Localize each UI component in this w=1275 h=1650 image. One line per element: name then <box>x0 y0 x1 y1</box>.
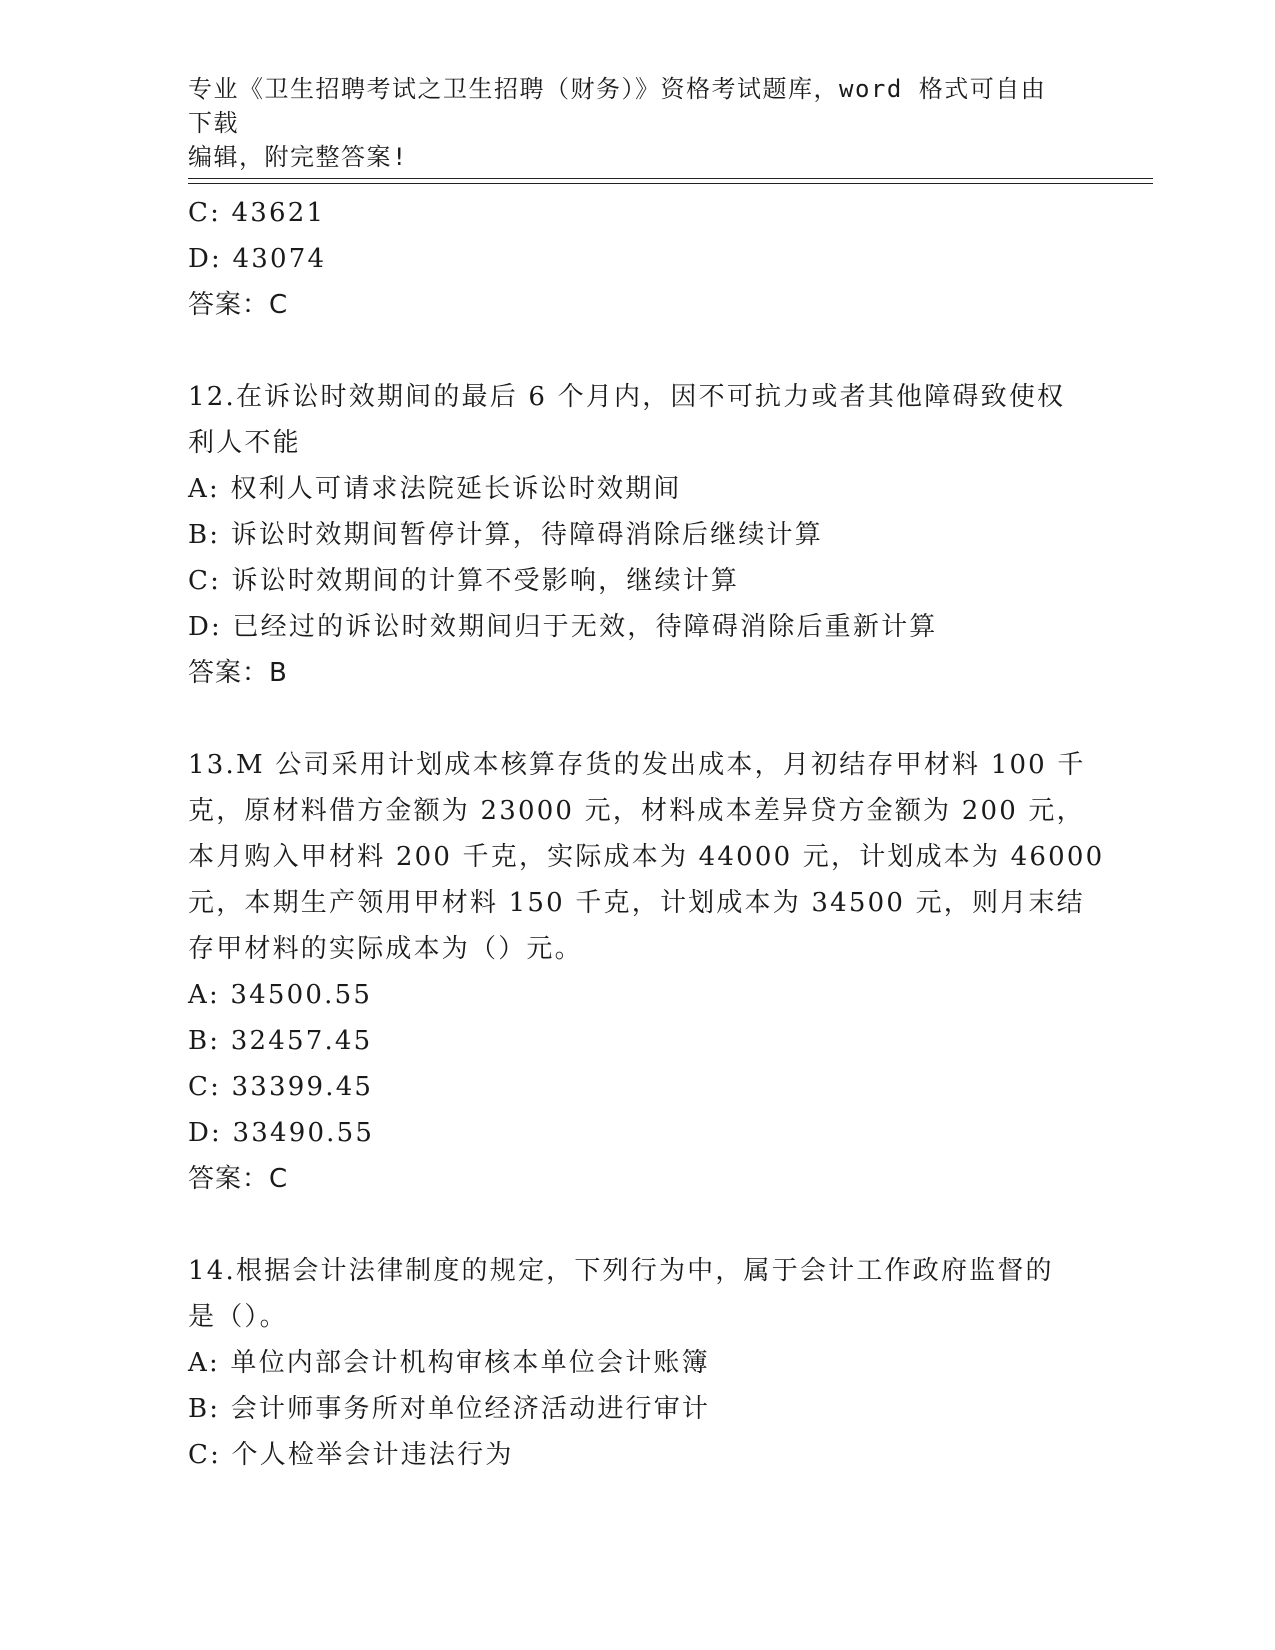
question-content <box>188 190 1105 1478</box>
option-c: C: 43621 <box>188 198 326 228</box>
question-14 <box>188 1248 1088 1478</box>
option-d: D: 已经过的诉讼时效期间归于无效，待障碍消除后重新计算 <box>188 612 938 642</box>
question-stem: 12.在诉讼时效期间的最后 6 个月内，因不可抗力或者其他障碍致使权 <box>188 382 1066 412</box>
option-b: B: 诉讼时效期间暂停计算，待障碍消除后继续计算 <box>188 520 823 550</box>
question-stem: 利人不能 <box>188 428 301 458</box>
option-c: C: 诉讼时效期间的计算不受影响，继续计算 <box>188 566 740 596</box>
answer-line: 答案：B <box>188 658 288 688</box>
answer-line: 答案：C <box>188 290 289 320</box>
option-b: B: 32457.45 <box>188 1026 373 1056</box>
option-a: A: 34500.55 <box>188 980 373 1010</box>
question-stem: 存甲材料的实际成本为（）元。 <box>188 934 583 964</box>
question-stem: 13.M 公司采用计划成本核算存货的发出成本，月初结存甲材料 100 千 <box>188 750 1086 780</box>
spacer <box>188 1202 1088 1248</box>
header-line-1: 专业《卫生招聘考试之卫生招聘（财务）》资格考试题库，word 格式可自由下载 <box>188 75 1047 137</box>
option-d: D: 33490.55 <box>188 1118 375 1148</box>
question-13 <box>188 742 1105 1202</box>
option-c: C: 33399.45 <box>188 1072 374 1102</box>
spacer <box>188 696 1088 742</box>
answer-line: 答案：C <box>188 1164 289 1194</box>
header-line-2: 编辑，附完整答案! <box>188 143 408 171</box>
question-stem: 14.根据会计法律制度的规定，下列行为中，属于会计工作政府监督的 <box>188 1256 1054 1286</box>
page-header <box>188 72 1068 174</box>
question-stem: 元，本期生产领用甲材料 150 千克，计划成本为 34500 元，则月末结 <box>188 888 1085 918</box>
option-b: B: 会计师事务所对单位经济活动进行审计 <box>188 1394 711 1424</box>
prev-question <box>188 190 1088 328</box>
option-a: A: 单位内部会计机构审核本单位会计账簿 <box>188 1348 710 1378</box>
option-a: A: 权利人可请求法院延长诉讼时效期间 <box>188 474 682 504</box>
question-stem: 是（）。 <box>188 1302 288 1332</box>
option-d: D: 43074 <box>188 244 327 274</box>
question-12 <box>188 374 1088 696</box>
header-rule-bottom <box>188 183 1153 184</box>
header-rule-top <box>188 178 1153 179</box>
spacer <box>188 328 1088 374</box>
question-stem: 本月购入甲材料 200 千克，实际成本为 44000 元，计划成本为 46000 <box>188 842 1105 872</box>
option-c: C: 个人检举会计违法行为 <box>188 1440 514 1470</box>
question-stem: 克，原材料借方金额为 23000 元，材料成本差异贷方金额为 200 元， <box>188 796 1085 826</box>
